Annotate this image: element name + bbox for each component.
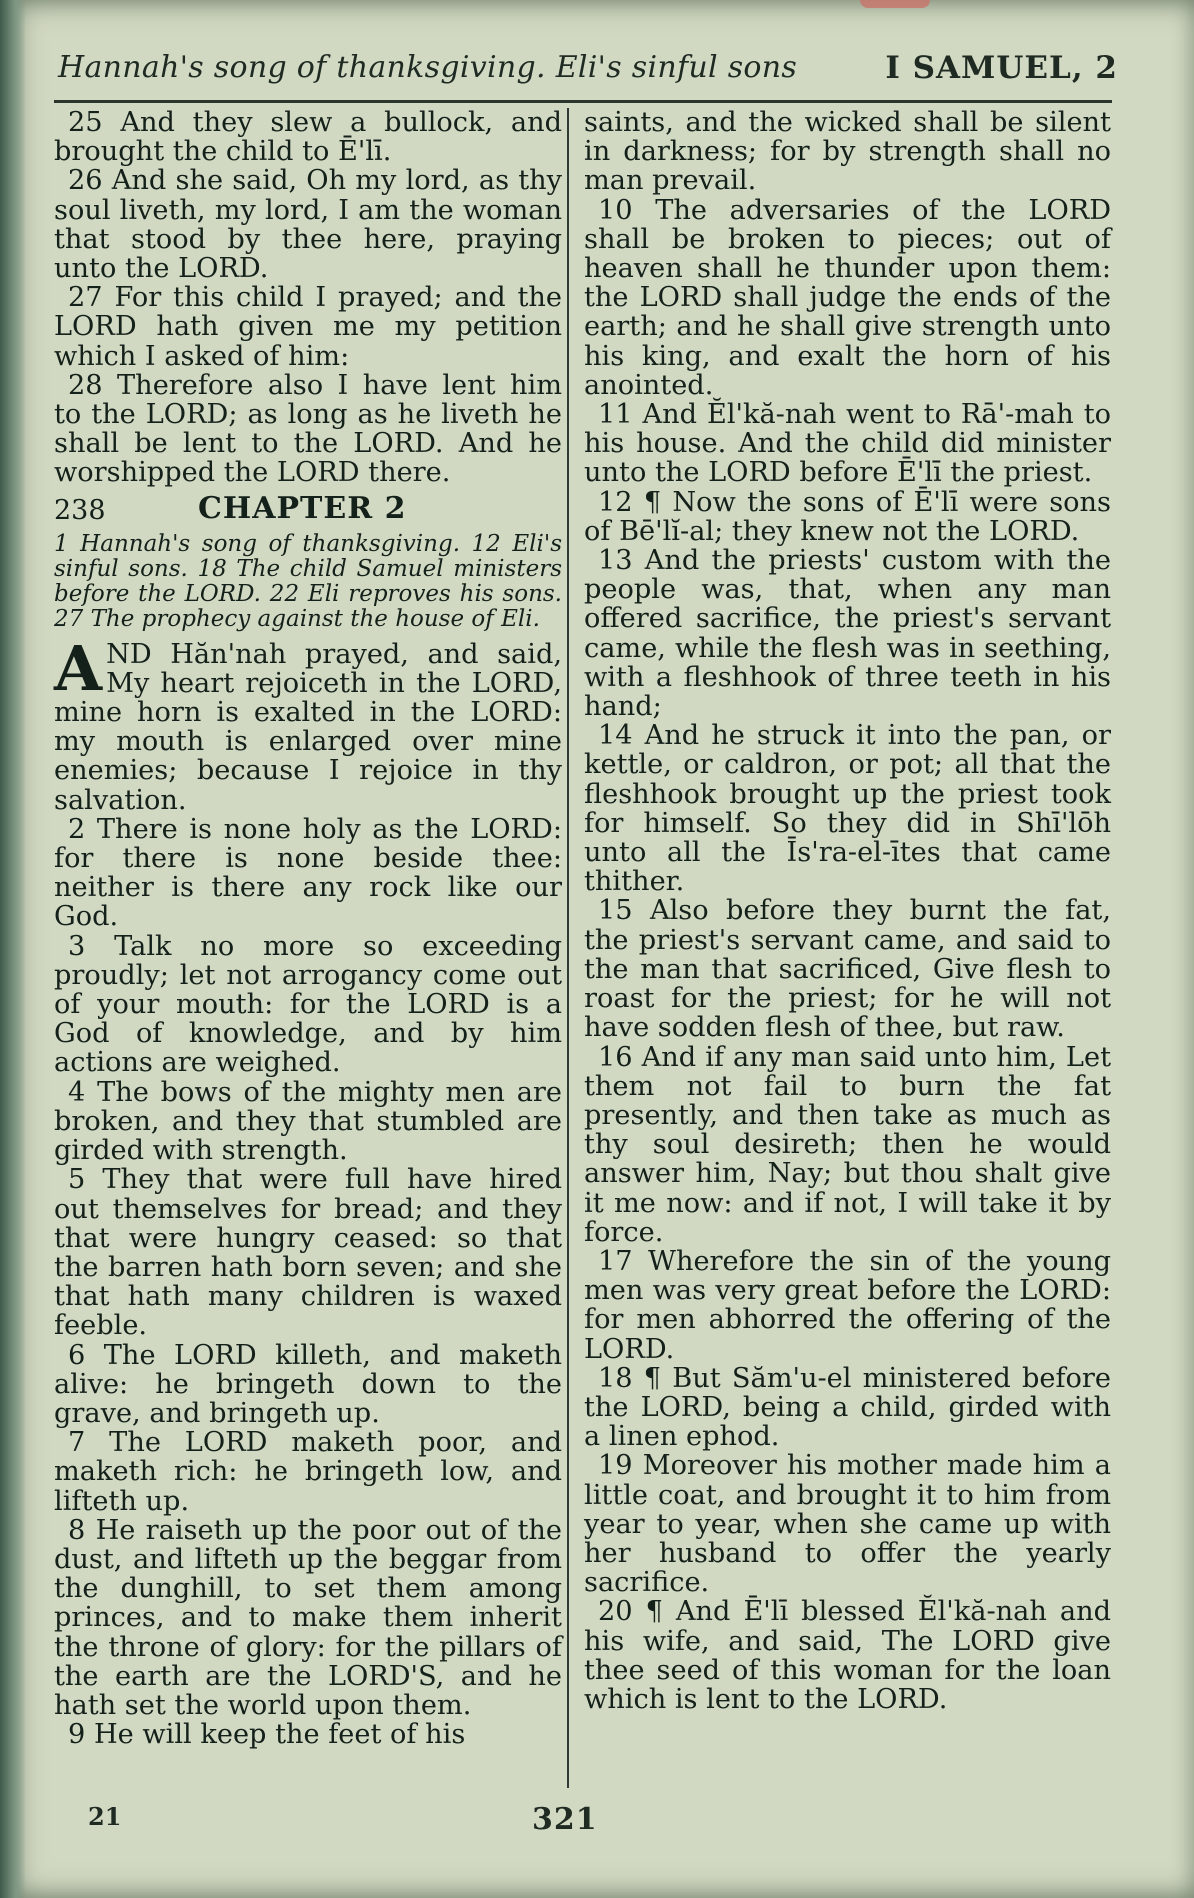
page-gutter-shadow	[0, 0, 26, 1898]
ribbon-marker	[860, 0, 930, 8]
verse: 9 He will keep the feet of his	[68, 1719, 466, 1751]
header-topics: Hannah's song of thanksgiving. Eli's sinful sons	[58, 50, 798, 85]
verse: 27 For this child I prayed; and the LORD hath given me my petition which I asked of him:	[54, 282, 562, 372]
verse: 7 The LORD maketh poor, and maketh rich: he bringeth low, and lifteth up.	[54, 1427, 562, 1517]
verse-continuation: saints, and the wicked shall be silent in darkness; for by strength shall no man prevail.	[584, 107, 1111, 197]
verse: 17 Wherefore the sin of the young men was very great before the LORD: for men abhorred the offering of the LORD.	[584, 1245, 1111, 1365]
verse: 14 And he struck it into the pan, or kettle, or caldron, or pot; all that the fleshhook brought up the priest took for himself. So they did in Shī'lōh unto all the Īs'ra-el-ītes that came thither.	[584, 720, 1111, 898]
running-header	[58, 50, 1118, 98]
verse: 20 ¶ And Ē'lī blessed Ĕl'kă-nah and his wife, and said, The LORD give thee seed of this woman for the loan which is lent to the LORD.	[584, 1596, 1111, 1715]
chapter-title: CHAPTER 2	[198, 490, 407, 526]
verse: 12 ¶ Now the sons of Ē'lī were sons of Bē'lĭ-al; they knew not the LORD.	[584, 486, 1111, 547]
verse-1	[54, 631, 562, 816]
verse: 2 There is none holy as the LORD: for there is none beside thee: neither is there any rock like our God.	[54, 813, 562, 933]
verse: 4 The bows of the mighty men are broken, and they that stumbled are girded with strength.	[54, 1076, 562, 1167]
verse: 28 Therefore also I have lent him to the LORD; as long as he liveth he shall be lent to the LORD. And he worshipped the LORD there.	[54, 369, 562, 489]
right-column	[584, 108, 1111, 1714]
chapter-reference-number: 238	[54, 494, 106, 526]
header-rule	[54, 100, 1112, 103]
drop-cap: A	[54, 631, 103, 705]
verse: 16 And if any man said unto him, Let them not fail to burn the fat presently, and then take as much as thy soul desireth; then he would answer him, Nay; but thou shalt give it me now: and if not, I will take it by force.	[584, 1041, 1111, 1248]
chapter-heading	[54, 490, 562, 528]
column-divider	[567, 108, 569, 1788]
verse: 19 Moreover his mother made him a little coat, and brought it to him from year to year, when she came up with her husband to offer the yearly sacrifice.	[584, 1450, 1111, 1599]
chapter-summary: 1 Hannah's song of thanksgiving. 12 Eli's sinful sons. 18 The child Samuel ministers before the LORD. 22 Eli reproves his sons. 27 The prophecy against the house of Eli.	[54, 530, 562, 632]
header-book-chapter: I SAMUEL, 2	[885, 50, 1118, 86]
left-column	[54, 108, 562, 1749]
verse: 11 And Ĕl'kă-nah went to Rā'-mah to his house. And the child did minister unto the LORD before Ē'lī the priest.	[584, 399, 1111, 489]
verse: 3 Talk no more so exceeding proudly; let not arrogancy come out of your mouth: for the LORD is a God of knowledge, and by him actions are weighed.	[54, 930, 562, 1079]
verse: 26 And she said, Oh my lord, as thy soul liveth, my lord, I am the woman that stood by thee here, praying unto the LORD.	[54, 165, 562, 285]
verse: 15 Also before they burnt the fat, the priest's servant came, and said to the man that sacrificed, Give flesh to roast for the priest; for he will not have sodden flesh of thee, but raw.	[584, 895, 1111, 1044]
verse: 6 The LORD killeth, and maketh alive: he bringeth down to the grave, and bringeth up.	[54, 1339, 562, 1429]
verse: 5 They that were full have hired out themselves for bread; and they that were hungry ceased: so that the barren hath born seven; and she that hath many children is waxed feeble.	[54, 1164, 562, 1342]
verse: 8 He raiseth up the poor out of the dust, and lifteth up the beggar from the dunghill, to set them among princes, and to make them inherit the throne of glory: for the pillars of the earth are the LORD'S, and he hath set the world upon them.	[54, 1514, 562, 1721]
footer-number: 21	[88, 1802, 122, 1831]
verse-1-text: ND Hăn'nah prayed, and said, My heart rejoiceth in the LORD, mine horn is exalted in the LORD: my mouth is enlarged over mine enemies; because I rejoice in thy salvation.	[54, 638, 562, 816]
verse: 13 And the priests' custom with the people was, that, when any man offered sacrifice, the priest's servant came, while the flesh was in seething, with a fleshhook of three teeth in his hand;	[584, 545, 1111, 723]
verse: 25 And they slew a bullock, and brought the child to Ē'lī.	[54, 107, 562, 168]
verse: 18 ¶ But Săm'u-el ministered before the LORD, being a child, girded with a linen ephod.	[584, 1362, 1111, 1453]
verse: 10 The adversaries of the LORD shall be broken to pieces; out of heaven shall he thunder upon them: the LORD shall judge the ends of the earth; and he shall give strength unto his king, and exalt the horn of his anointed.	[584, 194, 1111, 401]
page-number: 321	[532, 1802, 598, 1837]
